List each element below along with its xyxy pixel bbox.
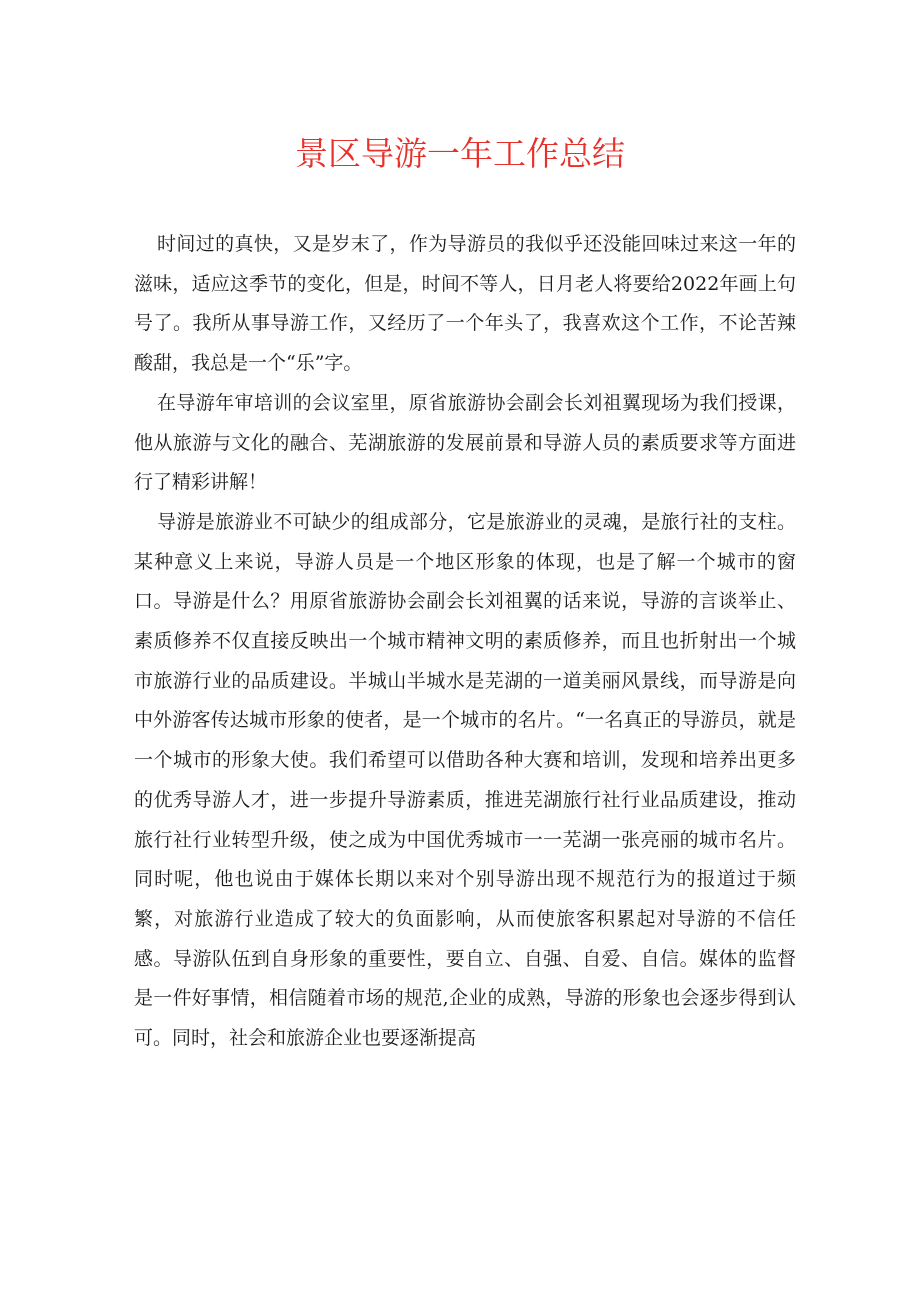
paragraph-3: 导游是旅游业不可缺少的组成部分，它是旅游业的灵魂，是旅行社的支柱。某种意义上来说，导游人员是一个地区形象的体现，也是了解一个城市的窗口。导游是什么？用原省旅游协会副会长刘祖翼的话来说，导游的言谈举止、素质修养不仅直接反映出一个城市精神文明的素质修养，而且也折射出一个城市旅游行业的品质建设。半城山半城水是芜湖的一道美丽风景线，而导游是向中外游客传达城市形象的使者，是一个城市的名片。“一名真正的导游员，就是一个城市的形象大使。我们希望可以借助各种大赛和培训，发现和培养出更多的优秀导游人才，进一步提升导游素质，推进芜湖旅行社行业品质建设，推动旅行社行业转型升级，使之成为中国优秀城市一一芜湖一张亮丽的城市名片。同时呢，他也说由于媒体长期以来对个别导游出现不规范行为的报道过于频繁，对旅游行业造成了较大的负面影响，从而使旅客积累起对导游的不信任感。导游队伍到自身形象的重要性，要自立、自强、自爱、自信。媒体的监督是一件好事情，相信随着市场的规范,企业的成熟，导游的形象也会逐步得到认可。同时，社会和旅游企业也要逐渐提高 <box>134 510 796 1050</box>
document-title: 景区导游一年工作总结 <box>295 134 625 173</box>
document-body <box>134 225 796 1059</box>
paragraph-1: 时间过的真快，又是岁末了，作为导游员的我似乎还没能回味过来这一年的滋味，适应这季节的变化，但是，时间不等人，日月老人将要给2022年画上句号了。我所从事导游工作，又经历了一个年头了，我喜欢这个工作，不论苦辣酸甜，我总是一个“乐”字。 <box>134 233 796 375</box>
paragraph-2: 在导游年审培训的会议室里，原省旅游协会副会长刘祖翼现场为我们授课，他从旅游与文化的融合、芜湖旅游的发展前景和导游人员的素质要求等方面进行了精彩讲解！ <box>134 391 796 494</box>
